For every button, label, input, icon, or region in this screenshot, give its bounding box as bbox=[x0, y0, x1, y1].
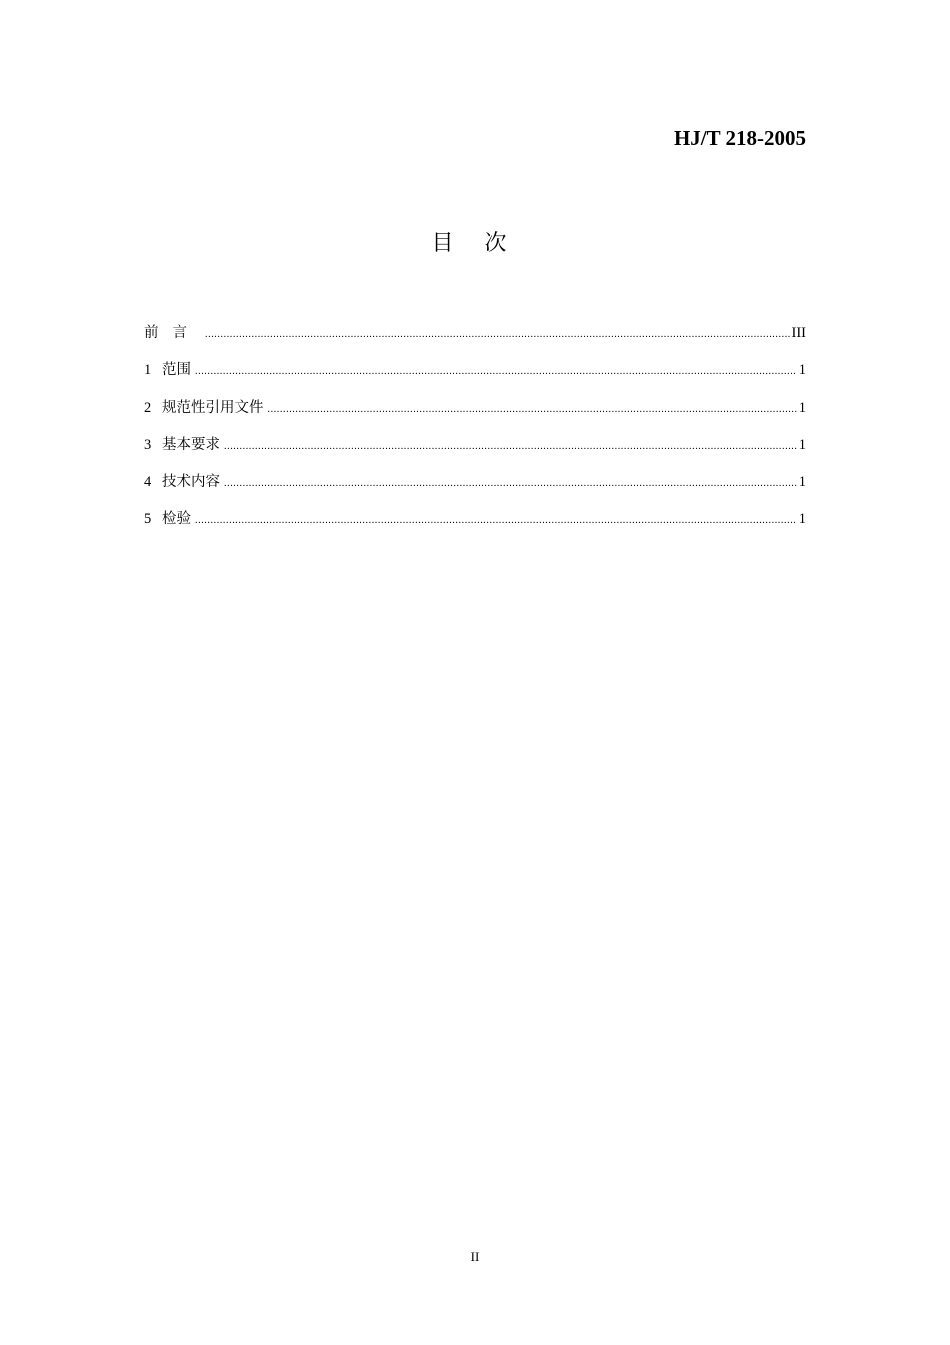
dot-leader bbox=[224, 442, 797, 452]
page-title: 目 次 bbox=[431, 231, 519, 256]
toc-entry-technical-content[interactable] bbox=[144, 470, 806, 507]
toc-entry-label: 前言 bbox=[144, 325, 201, 341]
dot-leader bbox=[195, 367, 797, 377]
dot-leader bbox=[268, 405, 797, 415]
toc-entry-page: III bbox=[791, 325, 806, 341]
toc-entry-basic-requirements[interactable] bbox=[144, 433, 806, 470]
table-of-contents bbox=[144, 321, 806, 545]
standard-code: HJ/T 218-2005 bbox=[673, 126, 806, 150]
dot-leader bbox=[224, 479, 797, 489]
toc-entry-page: 1 bbox=[798, 511, 806, 528]
page-number: II bbox=[470, 1249, 480, 1264]
toc-entry-page: 1 bbox=[798, 362, 806, 379]
dot-leader bbox=[195, 516, 797, 526]
toc-entry-number: 1 bbox=[144, 362, 152, 379]
toc-entry-number: 4 bbox=[144, 474, 152, 491]
toc-entry-scope[interactable] bbox=[144, 358, 806, 395]
toc-entry-page: 1 bbox=[798, 474, 806, 491]
toc-entry-normative-references[interactable] bbox=[144, 396, 806, 433]
dot-leader bbox=[205, 330, 790, 340]
toc-entry-label: 检验 bbox=[162, 511, 191, 528]
toc-entry-label: 基本要求 bbox=[162, 436, 220, 453]
toc-entry-inspection[interactable] bbox=[144, 507, 806, 544]
toc-entry-label: 规范性引用文件 bbox=[162, 399, 264, 416]
toc-entry-foreword[interactable] bbox=[144, 321, 806, 358]
toc-entry-label: 技术内容 bbox=[162, 474, 220, 491]
toc-entry-page: 1 bbox=[798, 399, 806, 416]
toc-entry-page: 1 bbox=[798, 436, 806, 453]
toc-entry-number: 3 bbox=[144, 436, 152, 453]
toc-entry-number: 5 bbox=[144, 511, 152, 528]
toc-entry-label: 范围 bbox=[162, 362, 191, 379]
toc-entry-number: 2 bbox=[144, 399, 152, 416]
